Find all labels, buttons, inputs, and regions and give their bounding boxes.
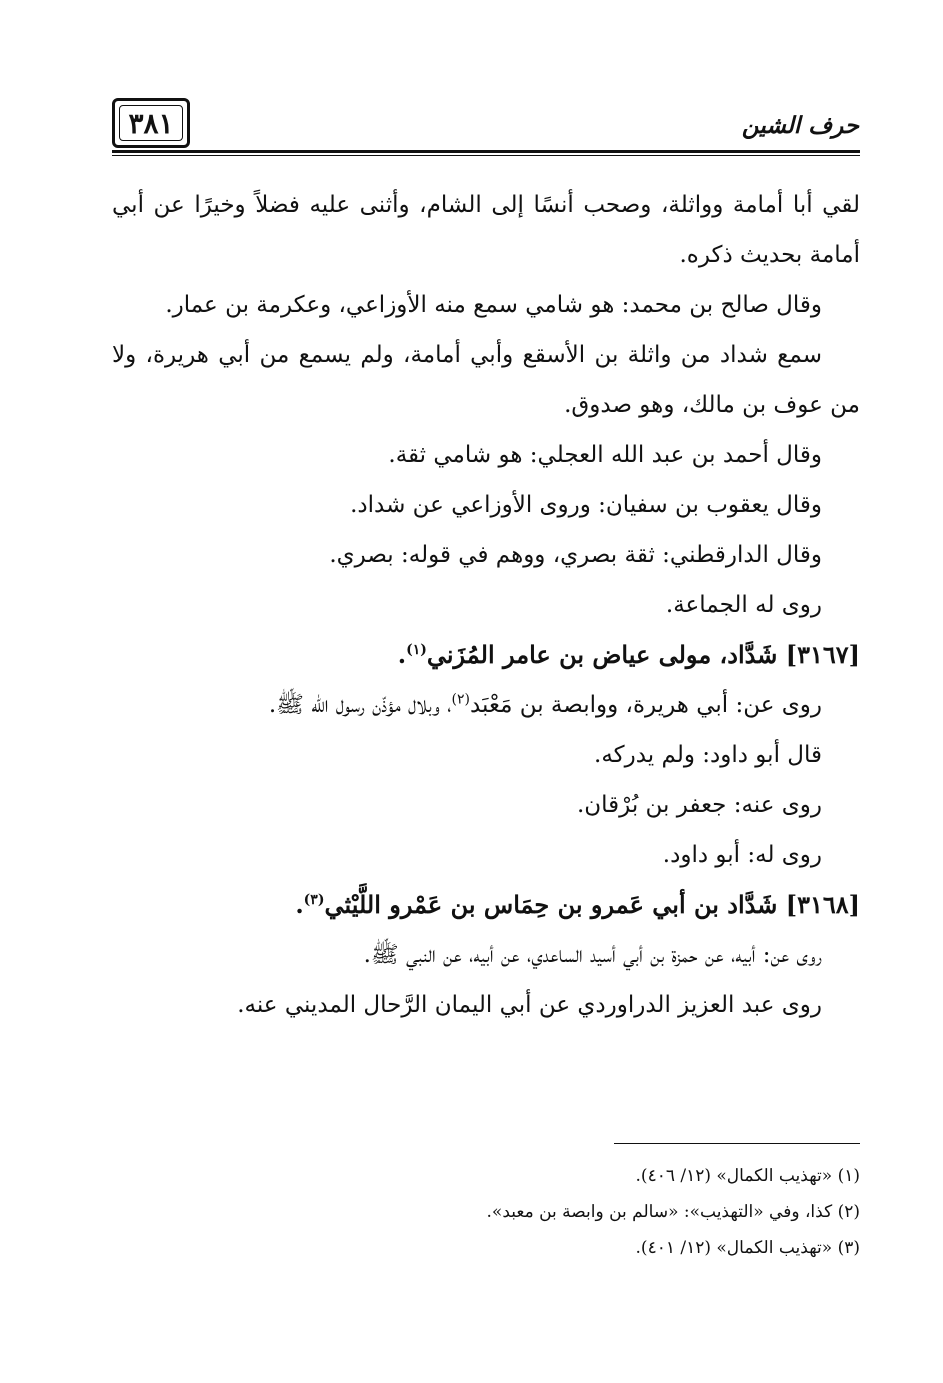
entry1-paragraph-2: قال أبو داود: ولم يدركه.	[594, 742, 822, 768]
entry1-p1-part-a: روى عن: أبي هريرة، ووابصة بن مَعْبَد	[469, 692, 822, 718]
body-text	[112, 180, 860, 1030]
entry1-paragraph-4: روى له: أبو داود.	[662, 842, 822, 868]
entry1-paragraph-3: روى عنه: جعفر بن بُرْقان.	[576, 792, 822, 818]
entry-heading-3168	[112, 880, 860, 930]
page-number-text: ٣٨١	[128, 106, 174, 140]
footnote-2: (٢) كذا، وفي «التهذيب»: «سالم بن وابصة بن معبد».	[486, 1202, 860, 1222]
entry1-p1-part-b: ، وبلال مؤذّن رسول الله ﷺ.	[268, 692, 452, 718]
paragraph-5: وقال يعقوب بن سفيان: وروى الأوزاعي عن شداد.	[350, 492, 822, 518]
footnote-marker: (٢)	[451, 691, 470, 708]
paragraph-2: وقال صالح بن محمد: هو شامي سمع منه الأوزاعي، وعكرمة بن عمار.	[165, 292, 822, 318]
paragraph-1: لقي أبا أمامة وواثلة، وصحب أنسًا إلى الشام، وأثنى عليه فضلاً وخيرًا عن أبي أمامة بحديث ذكره.	[112, 192, 860, 268]
page-number	[112, 98, 190, 148]
entry-number: [٣١٦٨]	[785, 890, 860, 919]
paragraph-6: وقال الدارقطني: ثقة بصري، ووهم في قوله: بصري.	[329, 542, 822, 568]
footnote-marker: (١)	[406, 642, 427, 658]
footnote-3: (٣) «تهذيب الكمال» (١٢/ ٤٠١).	[635, 1238, 860, 1258]
running-head: حرف الشين	[741, 112, 859, 139]
entry-end: .	[397, 640, 407, 669]
footnotes	[112, 1158, 860, 1266]
entry-title: شَدَّاد بن أبي عَمرو بن حِمَاس بن عَمْرو اللَّيْثي	[324, 890, 778, 919]
entry-heading-3167	[112, 630, 860, 680]
footnote-rule	[614, 1143, 860, 1144]
paragraph-3: سمع شداد من واثلة بن الأسقع وأبي أمامة، ولم يسمع من أبي هريرة، ولا من عوف بن مالك، وهو صدوق.	[112, 342, 860, 418]
entry2-paragraph-2: روى عبد العزيز الدراوردي عن أبي اليمان الرَّحال المديني عنه.	[237, 992, 822, 1018]
header-rule-thin	[112, 155, 860, 156]
entry-end: .	[295, 890, 304, 919]
footnote-marker: (٣)	[303, 892, 325, 908]
footnote-1: (١) «تهذيب الكمال» (١٢/ ٤٠٦).	[635, 1166, 860, 1186]
entry-title: شَدَّاد، مولى عياض بن عامر المُزَني	[426, 640, 778, 669]
header-rule	[112, 150, 860, 153]
paragraph-7: روى له الجماعة.	[665, 592, 822, 618]
entry1-paragraph-1	[112, 680, 860, 730]
entry2-paragraph-1: روى عن: أبيه، عن حمزة بن أبي أسيد الساعدي، عن أبيه، عن النبي ﷺ.	[363, 942, 822, 968]
entry-number: [٣١٦٧]	[785, 640, 860, 669]
paragraph-4: وقال أحمد بن عبد الله العجلي: هو شامي ثقة.	[388, 442, 822, 468]
